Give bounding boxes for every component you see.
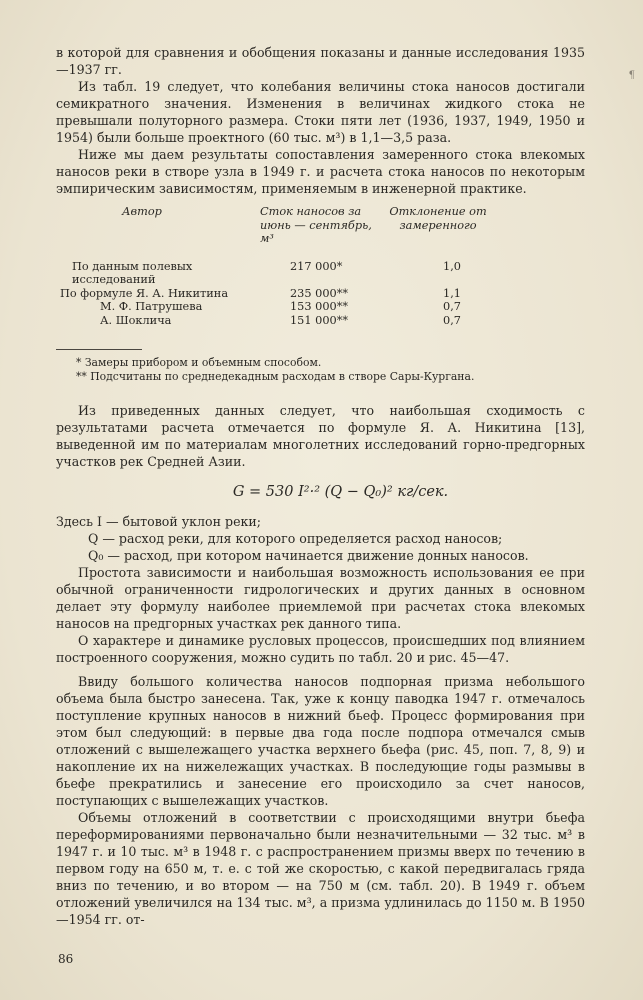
margin-mark: ¶ (628, 70, 635, 81)
row-author: М. Ф. Патрушева (100, 300, 203, 313)
definition-q0: Q₀ — расход, при котором начинается движение донных наносов. (88, 548, 529, 563)
paragraph-table-19: Из табл. 19 следует, что колебания величины стока наносов достигали семикратного значения. Изменения в величинах жидкого стока не превышали полуторного размера. Стоки пяти лет (1936, 1937, 1949, 1950 и 1954) были больше проектного (60 тыс. м³) в 1,1—3,5 раза. (56, 79, 585, 145)
paragraph-continuation: в которой для сравнения и обобщения показаны и данные исследования 1935—1937 гг. (56, 45, 585, 77)
table-row (60, 300, 585, 314)
table-row (60, 260, 585, 287)
sediment-comparison-table (60, 205, 585, 327)
footnote-divider (56, 349, 142, 350)
row-value: 153 000** (290, 300, 349, 313)
paragraph-simplicity: Простота зависимости и наибольшая возможность использования ее при обычной ограниченности гидрологических и других данных в основном делает эту формулу наиболее приемлемой при расчетах стока влекомых наносов на предгорных участках рек данного типа. (56, 565, 585, 631)
footnotes (56, 356, 585, 384)
row-deviation: 1,0 (443, 259, 461, 273)
row-value: 151 000** (290, 313, 349, 327)
paragraph-deposit-volumes: Объемы отложений в соответствии с происходящими внутри бьефа переформированиями первоначально были незначительными — 32 тыс. м³ в 1947 г. и 10 тыс. м³ в 1948 г. с распространением призмы вверх по течению в первом году на 650 м, т. е. с той же скоростью, с какой передвигалась гряда вниз по течению, и во втором — на 750 м (см. табл. 20). В 1949 г. объем отложений увеличился на 134 тыс. м³, а призма удлинилась до 1150 м. В 1950—1954 гг. от- (56, 810, 585, 927)
paragraph-comparison-intro: Ниже мы даем результаты сопоставления замеренного стока влекомых наносов реки в створе узла в 1949 г. и расчета стока наносов по некоторым эмпирическим зависимостям, применяемым в инженерной практике. (56, 147, 585, 196)
paragraph-channel-processes: О характере и динамике русловых процессов, происшедших под влиянием построенного сооружения, можно судить по табл. 20 и рис. 45—47. (56, 633, 585, 665)
row-author: По формуле Я. А. Никитина (60, 286, 229, 300)
header-author: Автор (122, 205, 162, 218)
row-deviation: 0,7 (443, 300, 461, 313)
footnote-1: * Замеры прибором и объемным способом. (76, 356, 322, 369)
row-value: 217 000* (290, 259, 343, 273)
footnote-2: ** Подсчитаны по среднедекадным расходам в створе Сары-Кургана. (76, 370, 475, 383)
row-author: А. Шоклича (100, 313, 172, 327)
table-row (60, 287, 585, 301)
header-sediment-flow: Сток наносов за июнь — сентябрь, м³ (260, 205, 372, 245)
table-header (60, 205, 585, 246)
paragraph-nikitin: Из приведенных данных следует, что наибольшая сходимость с результатами расчета отмечается по формуле Я. А. Никитина [13], выведенной им по материалам многолетних исследований горно-предгорных участков рек Средней Азии. (56, 403, 585, 469)
row-deviation: 1,1 (443, 286, 461, 300)
row-author: По данным полевых исследований (72, 259, 193, 286)
definition-q: Q — расход реки, для которого определяется расход наносов; (88, 531, 503, 546)
formula: G = 530 I²·² (Q − Q₀)² кг/сек. (232, 484, 449, 500)
body-text-middle (56, 402, 585, 928)
paragraph-prism-silting: Ввиду большого количества наносов подпорная призма небольшого объема была быстро занесена. Так, уже к концу паводка 1947 г. отмечалось поступление крупных наносов в нижний бьеф. Процесс формирования при этом был следующий: в первые два года после подпора отмечался смыв отложений с вышележащего участка верхнего бьефа (рис. 45, поп. 7, 8, 9) и накопление их на нижележащих участках. В последующие годы размывы в бьефе прекратились и занесение его происходило за счет наносов, поступающих с вышележащих участков. (56, 674, 585, 808)
row-value: 235 000** (290, 286, 349, 300)
header-deviation: Отклонение от замеренного (389, 205, 487, 232)
row-deviation: 0,7 (443, 313, 461, 327)
body-text-top (56, 44, 585, 197)
definition-i: Здесь I — бытовой уклон реки; (56, 514, 262, 529)
page-number: 86 (58, 952, 74, 966)
table-row (60, 314, 585, 328)
